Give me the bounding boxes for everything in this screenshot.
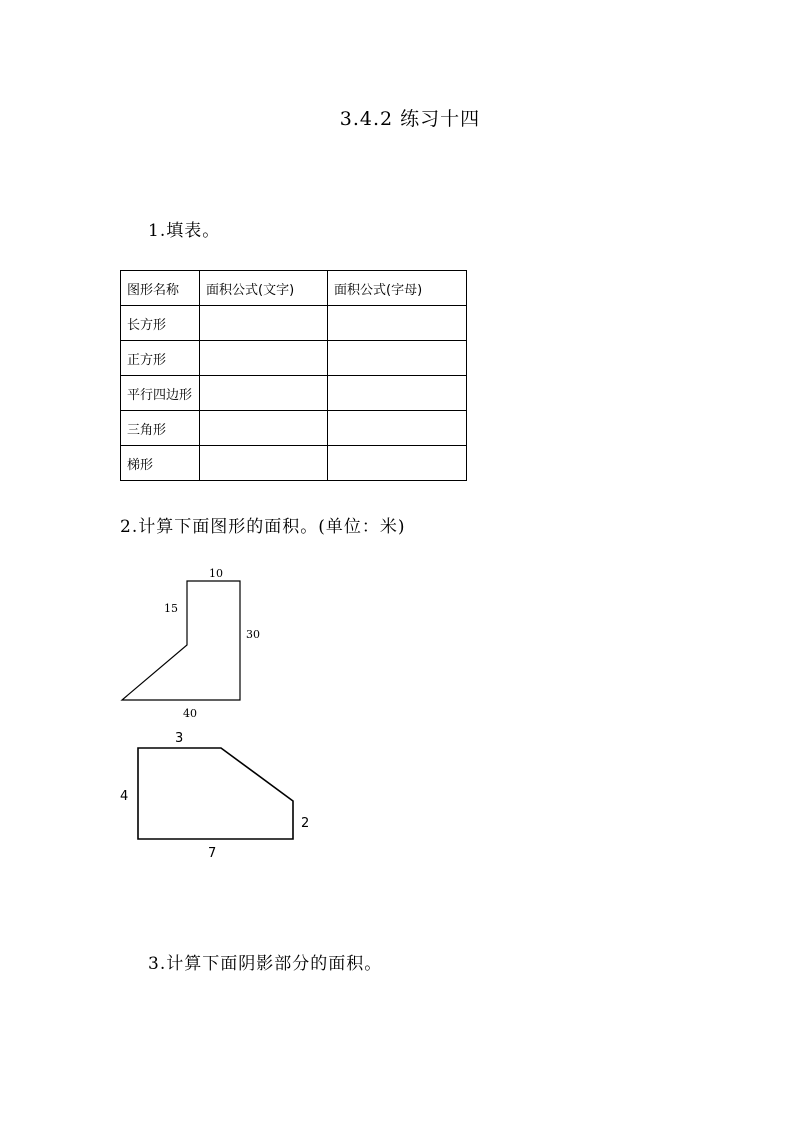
table-header: 面积公式(字母) xyxy=(328,271,467,306)
question-1-label: 1.填表。 xyxy=(148,221,221,241)
shape-name-cell: 三角形 xyxy=(121,411,200,446)
shape-name-cell: 平行四边形 xyxy=(121,376,200,411)
page-title: 3.4.2 练习十四 xyxy=(339,108,481,130)
table-header: 面积公式(文字) xyxy=(200,271,328,306)
pentagon-shape-figure xyxy=(138,748,293,839)
shape-name-cell: 长方形 xyxy=(121,306,200,341)
fig2-left-label: 4 xyxy=(120,789,129,804)
fig1-bottom-label: 40 xyxy=(183,707,197,720)
shape-name-cell: 梯形 xyxy=(121,446,200,481)
table-header: 图形名称 xyxy=(121,271,200,306)
fig1-left-label: 15 xyxy=(164,602,178,615)
shape-name-cell: 正方形 xyxy=(121,341,200,376)
fig1-top-label: 10 xyxy=(209,567,223,580)
fig2-bottom-label: 7 xyxy=(208,846,217,861)
question-2-label: 2.计算下面图形的面积。(单位：米) xyxy=(120,517,406,537)
fig1-right-label: 30 xyxy=(246,628,260,641)
composite-shape-figure xyxy=(122,581,240,700)
question-3-label: 3.计算下面阴影部分的面积。 xyxy=(148,954,383,974)
fig2-top-label: 3 xyxy=(175,731,184,746)
fig2-right-label: 2 xyxy=(301,816,310,831)
